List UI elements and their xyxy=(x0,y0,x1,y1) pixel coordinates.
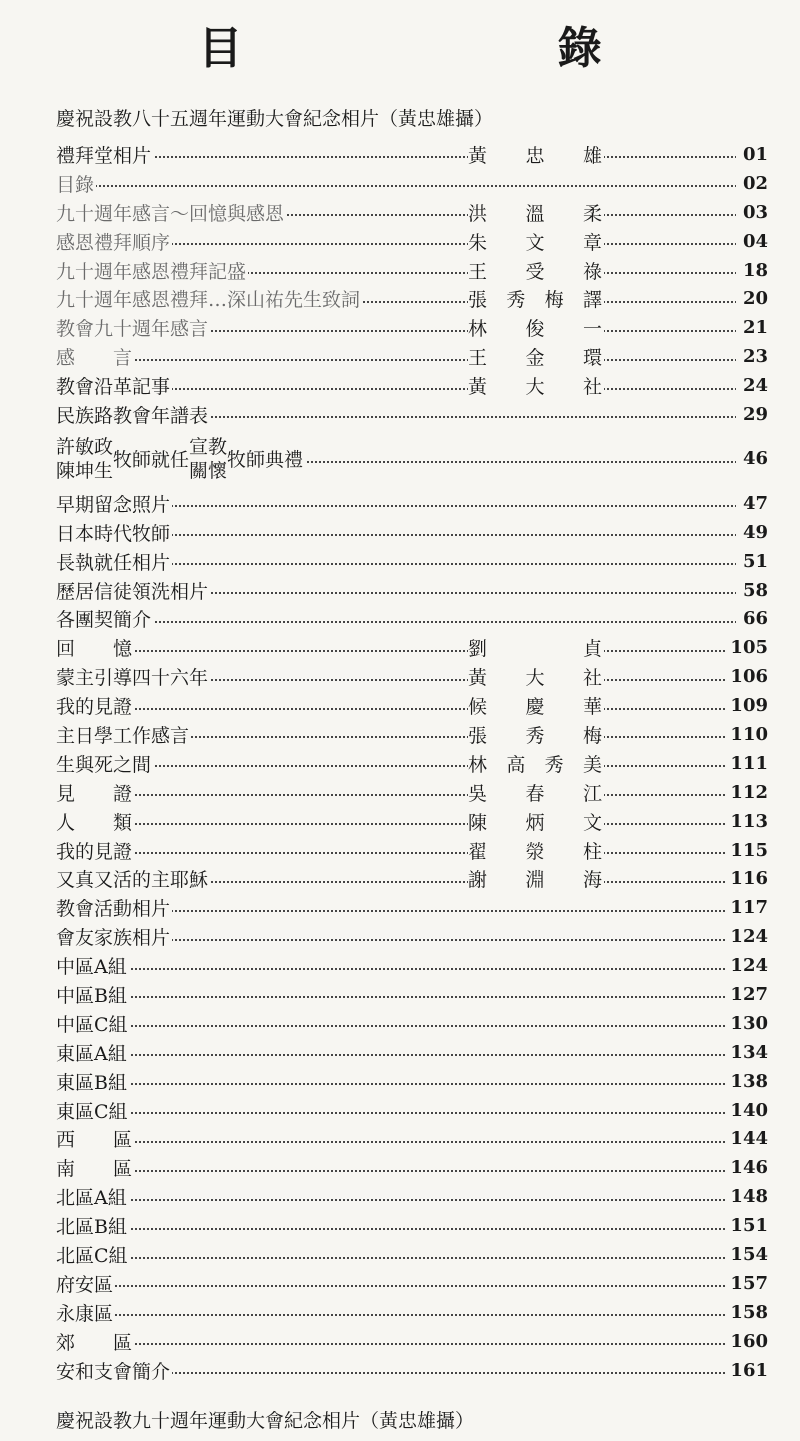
toc-entry-label: 教會九十週年感言 xyxy=(56,314,210,341)
author-char: 秀 xyxy=(544,753,564,776)
leader-dots xyxy=(56,1285,768,1287)
label-fragment: 牧師就任 xyxy=(113,449,190,472)
toc-entry xyxy=(56,227,768,256)
toc-entry-label: 北區A組 xyxy=(56,1183,129,1210)
toc-entry xyxy=(56,778,768,807)
toc-entry-label: 教會活動相片 xyxy=(56,894,172,921)
toc-entry-label: 東區B組 xyxy=(56,1068,129,1095)
toc-entry-label: 中區C組 xyxy=(56,1010,130,1037)
author-char: 秀 xyxy=(525,724,545,747)
author-char xyxy=(525,634,544,661)
author-char: 華 xyxy=(582,696,602,719)
toc-entry-page: 04 xyxy=(736,231,768,252)
toc-entry xyxy=(56,749,768,778)
author-char: 滎 xyxy=(525,840,545,863)
toc-entry-page: 124 xyxy=(726,955,768,976)
toc-entry-page: 134 xyxy=(726,1042,768,1063)
leader-dots xyxy=(56,852,768,854)
toc-entry-label: 長執就任相片 xyxy=(56,548,172,575)
toc-entry-page: 117 xyxy=(726,897,768,918)
toc-entry xyxy=(56,169,768,198)
leader-dots xyxy=(56,185,768,187)
toc-entry xyxy=(56,864,768,893)
author-char: 洪 xyxy=(468,202,488,225)
toc-entry-author xyxy=(468,228,604,255)
toc-entry-label: 回 憶 xyxy=(56,634,134,661)
author-char: 謝 xyxy=(468,869,488,892)
toc-entry-label: 又真又活的主耶穌 xyxy=(56,865,210,892)
toc-entry-label: 蒙主引導四十六年 xyxy=(56,663,210,690)
leader-dots xyxy=(56,1025,768,1027)
author-char: 社 xyxy=(582,376,602,399)
toc-entry xyxy=(56,1327,768,1356)
toc-entry-page: 47 xyxy=(736,493,768,514)
leader-dots xyxy=(56,765,768,767)
author-char: 環 xyxy=(582,347,602,370)
author-char: 林 xyxy=(468,753,488,776)
author-char: 大 xyxy=(525,667,545,690)
toc-entry-label: 中區B組 xyxy=(56,981,129,1008)
toc-entry-label: 北區C組 xyxy=(56,1241,130,1268)
author-char: 一 xyxy=(582,318,602,341)
toc-entry xyxy=(56,342,768,371)
leader-dots xyxy=(56,996,768,998)
pastor-name: 陳坤生 xyxy=(56,459,114,482)
toc-entry xyxy=(56,836,768,865)
author-char: 柔 xyxy=(582,202,602,225)
toc-entry-label: 見 證 xyxy=(56,779,134,806)
author-char: 金 xyxy=(525,347,545,370)
author-char: 候 xyxy=(468,696,488,719)
author-char: 章 xyxy=(582,231,602,254)
leader-dots xyxy=(56,1314,768,1316)
toc-entry xyxy=(56,1269,768,1298)
toc-entry-page: 113 xyxy=(726,811,768,832)
toc-entry-page: 157 xyxy=(726,1273,768,1294)
toc-entry-label: 禮拜堂相片 xyxy=(56,141,153,168)
toc-entry-page: 161 xyxy=(726,1360,768,1381)
toc-entry-author xyxy=(468,692,604,719)
toc-entry-author xyxy=(468,314,604,341)
toc-entry-page: 140 xyxy=(726,1100,768,1121)
toc-entry-author xyxy=(468,372,604,399)
toc-entry-page: 46 xyxy=(736,448,768,469)
toc-entry-page: 18 xyxy=(736,260,768,281)
toc-entry-label: 東區A組 xyxy=(56,1039,129,1066)
toc-entry-page: 116 xyxy=(726,868,768,889)
author-char: 忠 xyxy=(525,144,545,167)
toc-entry-label: 會友家族相片 xyxy=(56,923,172,950)
author-char: 劉 xyxy=(468,638,488,661)
leader-dots xyxy=(56,621,768,623)
author-char: 高 xyxy=(506,753,526,776)
toc-entry-page: 115 xyxy=(726,840,768,861)
author-char: 王 xyxy=(468,347,488,370)
toc-entry-label: 民族路教會年譜表 xyxy=(56,401,210,428)
toc-entry-author xyxy=(468,199,604,226)
toc-entry-page: 146 xyxy=(726,1157,768,1178)
leader-dots xyxy=(56,1141,768,1143)
toc-entry-page: 21 xyxy=(736,317,768,338)
toc-entry-label: 安和支會簡介 xyxy=(56,1357,172,1384)
toc-entry xyxy=(56,691,768,720)
toc-entry-label: 九十週年感恩禮拜…深山祐先生致詞 xyxy=(56,285,362,312)
toc-entry-author xyxy=(468,343,604,370)
toc-entry-label: 人 類 xyxy=(56,808,134,835)
toc-entry-page: 02 xyxy=(736,173,768,194)
toc-entry-label: 九十週年感言～回憶與感恩 xyxy=(56,199,286,226)
toc-entry xyxy=(56,198,768,227)
toc-entry-label: 歷居信徒領洗相片 xyxy=(56,577,210,604)
toc-list xyxy=(56,140,768,1385)
author-char: 淵 xyxy=(525,869,545,892)
author-char: 秀 xyxy=(506,289,526,312)
toc-entry-page: 58 xyxy=(736,580,768,601)
toc-entry-author xyxy=(468,721,604,748)
toc-entry-label: 目錄 xyxy=(56,170,96,197)
role-name: 關懷 xyxy=(189,459,228,482)
author-char: 黃 xyxy=(468,376,488,399)
author-char: 美 xyxy=(582,753,602,776)
toc-entry-label: 南 區 xyxy=(56,1154,134,1181)
author-char: 文 xyxy=(582,811,602,834)
author-char: 俊 xyxy=(525,318,545,341)
author-char: 張 xyxy=(468,724,488,747)
toc-entry xyxy=(56,922,768,951)
toc-entry xyxy=(56,1009,768,1038)
toc-entry-label: 府安區 xyxy=(56,1270,115,1297)
toc-entry-author xyxy=(468,865,604,892)
toc-entry-page: 148 xyxy=(726,1186,768,1207)
toc-entry-page: 111 xyxy=(726,753,768,774)
toc-entry xyxy=(56,313,768,342)
toc-entry xyxy=(56,284,768,313)
toc-entry-author xyxy=(468,750,604,777)
toc-entry xyxy=(56,1125,768,1154)
author-char: 林 xyxy=(468,318,488,341)
toc-entry-page: 154 xyxy=(726,1244,768,1265)
toc-entry-label: 永康區 xyxy=(56,1299,115,1326)
author-char: 海 xyxy=(582,869,602,892)
leader-dots xyxy=(56,1343,768,1345)
toc-entry xyxy=(56,547,768,576)
toc-entry xyxy=(56,576,768,605)
toc-entry-label xyxy=(56,435,305,483)
toc-entry-page: 124 xyxy=(726,926,768,947)
author-char: 貞 xyxy=(582,638,602,661)
toc-entry xyxy=(56,720,768,749)
author-char: 文 xyxy=(525,231,545,254)
toc-entry-page: 106 xyxy=(726,666,768,687)
toc-entry-label: 感恩禮拜順序 xyxy=(56,228,172,255)
author-char: 江 xyxy=(582,782,602,805)
leader-dots xyxy=(56,708,768,710)
author-char: 譯 xyxy=(582,289,602,312)
toc-entry-label: 日本時代牧師 xyxy=(56,519,172,546)
author-char: 溫 xyxy=(525,202,545,225)
toc-entry-label: 主日學工作感言 xyxy=(56,721,191,748)
toc-entry xyxy=(56,140,768,169)
toc-entry-label: 西 區 xyxy=(56,1125,134,1152)
toc-entry-page: 138 xyxy=(726,1071,768,1092)
toc-entry-author xyxy=(468,779,604,806)
label-fragment: 牧師典禮 xyxy=(227,449,304,472)
toc-entry-label: 早期留念照片 xyxy=(56,490,172,517)
author-char: 翟 xyxy=(468,840,488,863)
author-char: 黃 xyxy=(468,144,488,167)
toc-entry xyxy=(56,1211,768,1240)
toc-entry-label: 中區A組 xyxy=(56,952,129,979)
toc-entry-page: 51 xyxy=(736,551,768,572)
toc-entry-page: 110 xyxy=(726,724,768,745)
toc-entry xyxy=(56,980,768,1009)
leader-dots xyxy=(56,1199,768,1201)
author-char: 受 xyxy=(525,260,545,283)
toc-entry xyxy=(56,807,768,836)
toc-entry xyxy=(56,1240,768,1269)
toc-entry-label: 教會沿革記事 xyxy=(56,372,172,399)
toc-entry-page: 66 xyxy=(736,608,768,629)
author-char: 吳 xyxy=(468,782,488,805)
toc-entry xyxy=(56,1356,768,1385)
toc-entry-page: 130 xyxy=(726,1013,768,1034)
section-header-top: 慶祝設教八十五週年運動大會紀念相片（黃忠雄攝） xyxy=(56,108,494,130)
toc-entry-page: 151 xyxy=(726,1215,768,1236)
author-char: 黃 xyxy=(468,667,488,690)
toc-entry xyxy=(56,893,768,922)
toc-entry-page: 158 xyxy=(726,1302,768,1323)
author-char: 炳 xyxy=(525,811,545,834)
leader-dots xyxy=(56,823,768,825)
toc-entry-page: 109 xyxy=(726,695,768,716)
toc-entry xyxy=(56,662,768,691)
page-title: 目 錄 xyxy=(198,23,752,74)
author-char: 陳 xyxy=(468,811,488,834)
section-header-bottom: 慶祝設教九十週年運動大會紀念相片（黃忠雄攝） xyxy=(56,1410,475,1432)
author-char: 祿 xyxy=(582,260,602,283)
toc-entry-page: 29 xyxy=(736,404,768,425)
toc-entry-label: 北區B組 xyxy=(56,1212,129,1239)
author-char: 春 xyxy=(525,782,545,805)
author-char: 慶 xyxy=(525,696,545,719)
author-char: 社 xyxy=(582,667,602,690)
toc-entry-label: 我的見證 xyxy=(56,692,134,719)
author-char: 梅 xyxy=(544,289,564,312)
leader-dots xyxy=(56,1170,768,1172)
toc-entry xyxy=(56,633,768,662)
author-char: 梅 xyxy=(582,724,602,747)
toc-entry-label: 各團契簡介 xyxy=(56,605,153,632)
toc-entry-page: 112 xyxy=(726,782,768,803)
leader-dots xyxy=(56,1054,768,1056)
toc-entry-label: 感 言 xyxy=(56,343,134,370)
toc-entry xyxy=(56,1096,768,1125)
author-char: 朱 xyxy=(468,231,488,254)
toc-entry xyxy=(56,518,768,547)
toc-entry xyxy=(56,604,768,633)
toc-entry-author xyxy=(468,257,604,284)
toc-entry xyxy=(56,429,768,489)
role-name: 宣教 xyxy=(189,435,228,458)
author-char: 雄 xyxy=(582,144,602,167)
toc-entry-label: 郊 區 xyxy=(56,1328,134,1355)
leader-dots xyxy=(56,1083,768,1085)
pastor-name: 許敏政 xyxy=(56,435,114,458)
author-char: 柱 xyxy=(582,840,602,863)
toc-entry xyxy=(56,1153,768,1182)
leader-dots xyxy=(56,968,768,970)
toc-entry-page: 105 xyxy=(726,637,768,658)
toc-entry xyxy=(56,1298,768,1327)
toc-entry-author xyxy=(468,141,604,168)
toc-entry-label: 我的見證 xyxy=(56,837,134,864)
toc-entry-page: 144 xyxy=(726,1128,768,1149)
leader-dots xyxy=(56,794,768,796)
leader-dots xyxy=(56,1112,768,1114)
toc-entry-author xyxy=(468,285,604,312)
toc-entry-author xyxy=(468,837,604,864)
author-char: 張 xyxy=(468,289,488,312)
toc-entry-page: 160 xyxy=(726,1331,768,1352)
toc-entry xyxy=(56,400,768,429)
leader-dots xyxy=(56,650,768,652)
toc-entry-label: 生與死之間 xyxy=(56,750,153,777)
toc-entry xyxy=(56,256,768,285)
toc-entry-label: 九十週年感恩禮拜記盛 xyxy=(56,257,248,284)
leader-dots xyxy=(56,1228,768,1230)
toc-entry-author xyxy=(468,663,604,690)
toc-entry-author xyxy=(468,634,604,661)
toc-entry-page: 01 xyxy=(736,144,768,165)
toc-entry xyxy=(56,1182,768,1211)
leader-dots xyxy=(56,1257,768,1259)
toc-entry-label: 東區C組 xyxy=(56,1097,130,1124)
toc-entry xyxy=(56,371,768,400)
author-char: 王 xyxy=(468,260,488,283)
toc-entry-page: 20 xyxy=(736,288,768,309)
toc-entry-page: 24 xyxy=(736,375,768,396)
toc-entry-author xyxy=(468,808,604,835)
toc-entry xyxy=(56,489,768,518)
toc-entry-page: 23 xyxy=(736,346,768,367)
toc-entry xyxy=(56,1038,768,1067)
toc-entry-page: 49 xyxy=(736,522,768,543)
author-char: 大 xyxy=(525,376,545,399)
toc-entry xyxy=(56,951,768,980)
leader-dots xyxy=(56,359,768,361)
toc-entry-page: 03 xyxy=(736,202,768,223)
toc-entry xyxy=(56,1067,768,1096)
leader-dots xyxy=(56,156,768,158)
toc-entry-page: 127 xyxy=(726,984,768,1005)
